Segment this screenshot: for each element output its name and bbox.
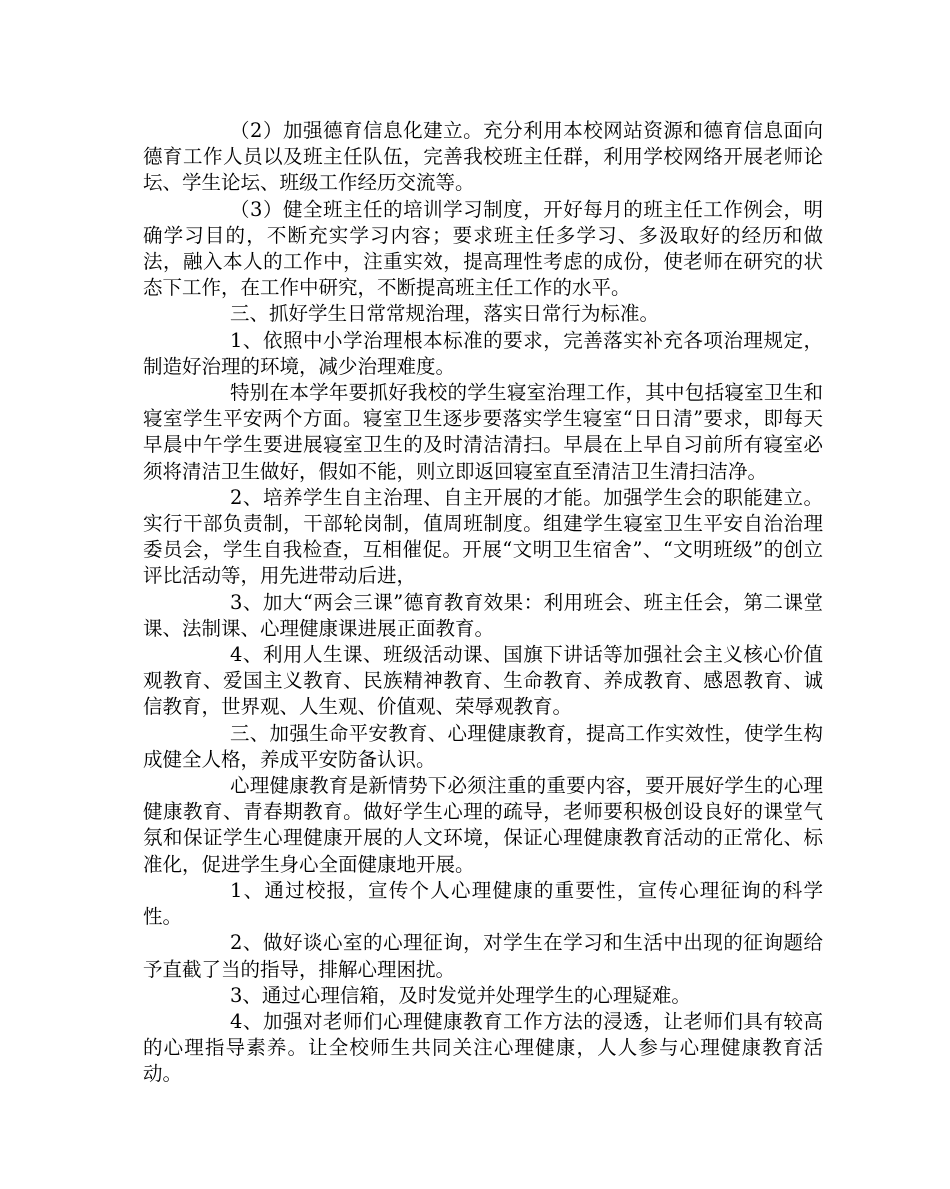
paragraph-management-standards: 1、依照中小学治理根本标准的要求，完善落实补充各项治理规定，制造好治理的环境，减少治理难度。 [143,328,823,378]
paragraph-mental-health-education: 心理健康教育是新情势下必须注重的重要内容，要开展好学生的心理健康教育、青春期教育。做好学生心理的疏导，老师要积极创设良好的课堂气氛和保证学生心理健康开展的人文环境，保证心理健康教育活动的正常化、标准化，促进学生身心全面健康地开展。 [143,774,823,876]
paragraph-counseling-room: 2、做好谈心室的心理征询，对学生在学习和生活中出现的征询题给予直截了当的指导，排解心理困扰。 [143,931,823,981]
paragraph-moral-informatization: （2）加强德育信息化建立。充分利用本校网站资源和德育信息面向德育工作人员以及班主任队伍，完善我校班主任群，利用学校网络开展老师论坛、学生论坛、班级工作经历交流等。 [143,119,823,195]
paragraph-student-self-management: 2、培养学生自主治理、自主开展的才能。加强学生会的职能建立。实行干部负责制，干部轮岗制，值周班制度。组建学生寝室卫生平安自治治理委员会，学生自我检查，互相催促。开展“文明卫生宿舍”、“文明班级”的创立评比活动等，用先进带动后进， [143,485,823,588]
paragraph-teacher-training: （3）健全班主任的培训学习制度，开好每月的班主任工作例会，明确学习目的，不断充实学习内容；要求班主任多学习、多汲取好的经历和做法，融入本人的工作中，注重实效，提高理性考虑的成份，使老师在研究的状态下工作，在工作中研究，不断提高班主任工作的水平。 [143,197,823,300]
paragraph-core-values-education: 4、利用人生课、班级活动课、国旗下讲话等加强社会主义核心价值观教育、爱国主义教育、民族精神教育、生命教育、养成教育、感恩教育、诚信教育，世界观、人生观、价值观、荣辱观教育。 [143,643,823,719]
section-heading-daily-management: 三、抓好学生日常常规治理，落实日常行为标准。 [230,302,660,326]
paragraph-dormitory-management: 特别在本学年要抓好我校的学生寝室治理工作，其中包括寝室卫生和寝室学生平安两个方面。寝室卫生逐步要落实学生寝室“日日清”要求，即每天早晨中午学生要进展寝室卫生的及时清洁清扫。早晨在上早自习前所有寝室必须将清洁卫生做好，假如不能，则立即返回寝室直至清洁卫生清扫洁净。 [143,381,823,483]
paragraph-two-meetings-three-classes: 3、加大“两会三课”德育教育效果：利用班会、班主任会，第二课堂课、法制课、心理健康课进展正面教育。 [143,590,823,640]
paragraph-mental-mailbox: 3、通过心理信箱，及时发觉并处理学生的心理疑难。 [230,983,691,1007]
paragraph-teacher-guidance: 4、加强对老师们心理健康教育工作方法的浸透，让老师们具有较高的心理指导素养。让全校师生共同关注心理健康，人人参与心理健康教育活动。 [143,1009,823,1086]
section-heading-safety-mental-health: 三、加强生命平安教育、心理健康教育，提高工作实效性，使学生构成健全人格，养成平安防备认识。 [143,721,823,771]
document-body [143,118,823,1088]
paragraph-school-newspaper: 1、通过校报，宣传个人心理健康的重要性，宣传心理征询的科学性。 [143,878,823,929]
